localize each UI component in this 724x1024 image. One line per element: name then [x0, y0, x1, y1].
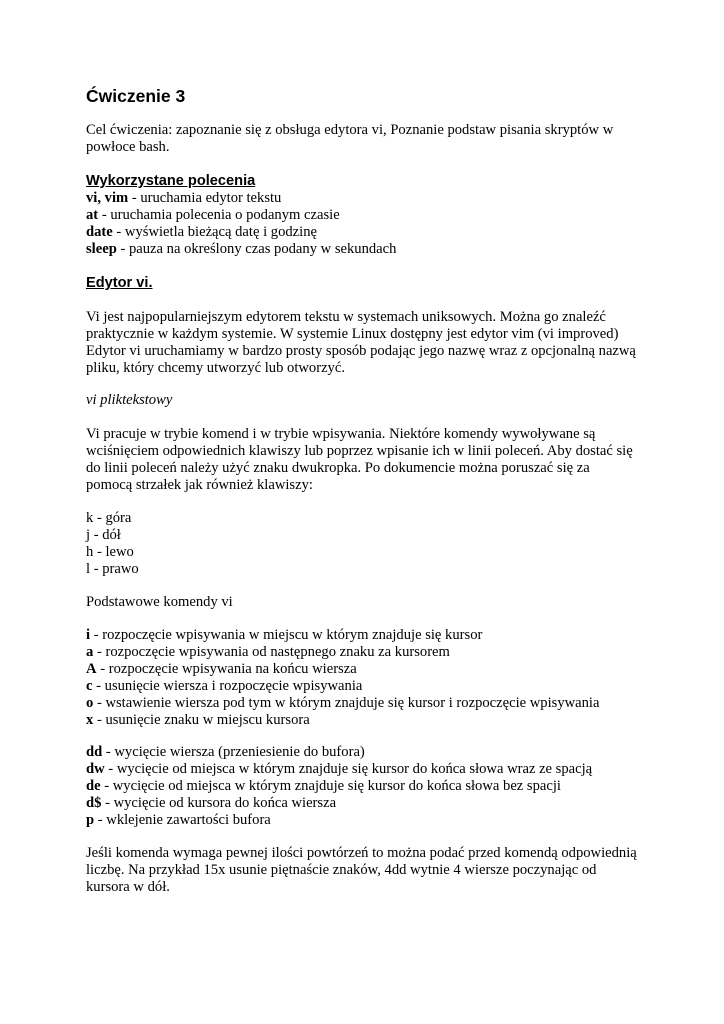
basic-command-item — [86, 644, 450, 661]
edit-command-item — [86, 744, 365, 761]
command-key: c — [86, 678, 93, 694]
command-key: A — [86, 661, 97, 677]
para2-line-3: do linii poleceń należy użyć znaku dwukropka. Po dokumencie można poruszać się za — [86, 460, 590, 476]
example-command: vi pliktekstowy — [86, 392, 173, 408]
nav-key-item: l - prawo — [86, 561, 139, 577]
basic-command-item — [86, 695, 599, 712]
para2-line-2: wciśnięciem odpowiednich klawiszy lub poprzez wpisanie ich w linii poleceń. Aby dostać się — [86, 443, 633, 459]
command-desc: - uruchamia polecenia o podanym czasie — [98, 207, 340, 223]
para1-line-1: Vi jest najpopularniejszym edytorem tekstu w systemach uniksowych. Można go znaleźć — [86, 309, 606, 325]
nav-key-item: j - dół — [86, 527, 121, 543]
intro-line-2: powłoce bash. — [86, 139, 170, 155]
command-name: date — [86, 224, 113, 240]
command-name: vi, vim — [86, 190, 129, 206]
intro-line-1: Cel ćwiczenia: zapoznanie się z obsługa edytora vi, Poznanie podstaw pisania skryptów w — [86, 122, 614, 138]
command-desc: - rozpoczęcie wpisywania w miejscu w którym znajduje się kursor — [90, 627, 483, 643]
command-key: de — [86, 778, 101, 794]
command-desc: - wycięcie od miejsca w którym znajduje się kursor do końca słowa bez spacji — [100, 778, 561, 794]
command-key: dw — [86, 761, 105, 777]
command-desc: - rozpoczęcie wpisywania od następnego znaku za kursorem — [93, 644, 450, 660]
command-desc: - usunięcie wiersza i rozpoczęcie wpisywania — [92, 678, 363, 694]
para3-line-2: liczbę. Na przykład 15x usunie piętnaście znaków, 4dd wytnie 4 wiersze poczynając od — [86, 862, 597, 878]
command-desc: - wstawienie wiersza pod tym w którym znajduje się kursor i rozpoczęcie wpisywania — [93, 695, 600, 711]
command-key: i — [86, 627, 91, 643]
command-key: p — [86, 812, 95, 828]
basic-command-item — [86, 661, 357, 678]
command-name: sleep — [86, 241, 117, 257]
command-key: x — [86, 712, 94, 728]
command-desc: - wyświetla bieżącą datę i godzinę — [112, 224, 317, 240]
para1-line-4: pliku, który chcemy utworzyć lub otworzyć. — [86, 360, 345, 376]
command-item — [86, 190, 281, 207]
command-key: a — [86, 644, 94, 660]
para1-line-2: praktycznie w każdym systemie. W systemie Linux dostępny jest edytor vim (vi improved) — [86, 326, 619, 342]
command-name: at — [86, 207, 99, 223]
basic-command-item — [86, 627, 482, 644]
command-key: dd — [86, 744, 103, 760]
edit-command-item — [86, 778, 561, 795]
para2-line-1: Vi pracuje w trybie komend i w trybie wpisywania. Niektóre komendy wywoływane są — [86, 426, 596, 442]
command-desc: - wklejenie zawartości bufora — [94, 812, 271, 828]
command-desc: - wycięcie od miejsca w którym znajduje się kursor do końca słowa wraz ze spacją — [104, 761, 593, 777]
basic-command-item — [86, 712, 310, 729]
editor-heading: Edytor vi. — [86, 275, 153, 291]
command-desc: - wycięcie wiersza (przeniesienie do bufora) — [102, 744, 365, 760]
page-title: Ćwiczenie 3 — [86, 86, 186, 106]
command-item — [86, 207, 340, 224]
para2-line-4: pomocą strzałek jak również klawiszy: — [86, 477, 313, 493]
command-item — [86, 224, 317, 241]
edit-command-item — [86, 795, 336, 812]
command-desc: - uruchamia edytor tekstu — [128, 190, 282, 206]
nav-key-item: h - lewo — [86, 544, 134, 560]
command-desc: - wycięcie od kursora do końca wiersza — [101, 795, 337, 811]
para3-line-3: kursora w dół. — [86, 879, 170, 895]
command-key: o — [86, 695, 94, 711]
command-desc: - rozpoczęcie wpisywania na końcu wiersza — [96, 661, 357, 677]
edit-command-item — [86, 761, 592, 778]
basic-command-item — [86, 678, 362, 695]
commands-heading: Wykorzystane polecenia — [86, 173, 256, 189]
command-key: d$ — [86, 795, 102, 811]
basic-commands-heading: Podstawowe komendy vi — [86, 594, 233, 610]
command-desc: - usunięcie znaku w miejscu kursora — [93, 712, 310, 728]
edit-command-item — [86, 812, 271, 829]
para3-line-1: Jeśli komenda wymaga pewnej ilości powtórzeń to można podać przed komendą odpowiednią — [86, 845, 637, 861]
command-item — [86, 241, 396, 258]
nav-key-item: k - góra — [86, 510, 132, 526]
para1-line-3: Edytor vi uruchamiamy w bardzo prosty sposób podając jego nazwę wraz z opcjonalną nazwą — [86, 343, 636, 359]
command-desc: - pauza na określony czas podany w sekundach — [116, 241, 397, 257]
